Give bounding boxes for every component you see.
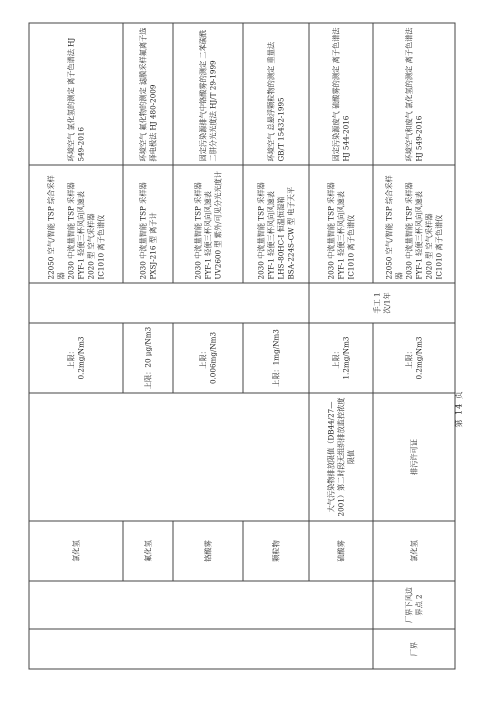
- method-cell: 环境空气 氟化物的测定 滤膜采样氟离子选择电极法 HJ 480-2009: [123, 23, 173, 165]
- point-cell: 厂界下风边界点 2: [373, 581, 455, 629]
- page-number: 第 14 页: [454, 389, 463, 427]
- point-cell: [29, 581, 373, 629]
- standard-cell: [29, 393, 309, 521]
- method-cell: 固定污染源排气中铬酸雾的测定 二苯碳酰二肼分光光度法 HJ/T 29-1999: [173, 23, 243, 165]
- instruments-cell: 2030 中流量智能 TSP 采样器 FYF-1 轻便三杯风向风速表 IC1010 离子色谱仪: [309, 165, 373, 283]
- limit-cell: 上限：0.2mg/Nm3: [29, 323, 123, 393]
- pollutant-cell: 氟化氢: [123, 521, 173, 581]
- table-row: [29, 23, 123, 669]
- instruments-cell: 2030 中流量智能 TSP 采样器 PXSJ-216 型 离子计: [123, 165, 173, 283]
- pollutant-cell: 硫酸雾: [309, 521, 373, 581]
- instruments-cell: 22050 空气/智能 TSP 综合采样器 2030 中流量智能 TSP 采样器 FYF-1 轻便三杯风向风速表 2020 型 空气采样器 IC1010 离子色谱仪: [373, 165, 455, 283]
- method-cell: 固定污染源废气 硫酸雾的测定 离子色谱法 HJ 544-2016: [309, 23, 373, 165]
- method-cell: 环境空气 总悬浮颗粒物的测定 重量法 GB/T 15432-1995: [243, 23, 309, 165]
- pollutant-cell: 氯化氢: [373, 521, 455, 581]
- instruments-cell: 2030 中流量智能 TSP 采样器 FYF-1 轻便三杯风向风速表 UV2600 型 紫外/可见分光光度计: [173, 165, 243, 283]
- limit-cell: 上限：0.006mg/Nm3: [173, 323, 243, 393]
- limit-cell: 上限：1.2mg/Nm3: [309, 323, 373, 393]
- pollutant-cell: 颗粒物: [243, 521, 309, 581]
- method-cell: 环境空气和废气 氯化氢的测定 离子色谱法 HJ 549-2016: [373, 23, 455, 165]
- location-cell: [29, 629, 373, 669]
- table-row: [243, 23, 309, 669]
- frequency-cell: [29, 283, 309, 323]
- pollutant-cell: 铬酸雾: [173, 521, 243, 581]
- method-cell: 环境空气 氯化氢的测定 离子色谱法 HJ 549-2016: [29, 23, 123, 165]
- limit-cell: 上限：1mg/Nm3: [243, 323, 309, 393]
- table-row: [123, 23, 173, 669]
- frequency-cell: 手工 1次/1年: [309, 283, 455, 323]
- monitoring-table: [28, 22, 455, 669]
- table-row: [309, 23, 373, 669]
- instruments-cell: 2030 中流量智能 TSP 采样器 FYF-1 轻便三杯风向风速表 LHS-80HC-I 恒温恒湿箱 BSA-224S-CW 型 电子天平: [243, 165, 309, 283]
- limit-cell: 上限：0.2mg/Nm3: [373, 323, 455, 393]
- table-row: [373, 23, 455, 669]
- table-row: [173, 23, 243, 669]
- standard-cell: 排污许可证: [373, 393, 455, 521]
- standard-cell: 大气污染物排放限值（DB44/27—2001）第二时段无组织排放监控浓度限值: [309, 393, 373, 521]
- limit-cell: 上限：20 μg/Nm3: [123, 323, 173, 393]
- instruments-cell: 22050 空气/智能 TSP 综合采样器 2030 中流量智能 TSP 采样器 FYF-1 轻便三杯风向风速表 2020 型 空气采样器 IC1010 离子色谱仪: [29, 165, 123, 283]
- location-cell: 厂界: [373, 629, 455, 669]
- pollutant-cell: 氯化氢: [29, 521, 123, 581]
